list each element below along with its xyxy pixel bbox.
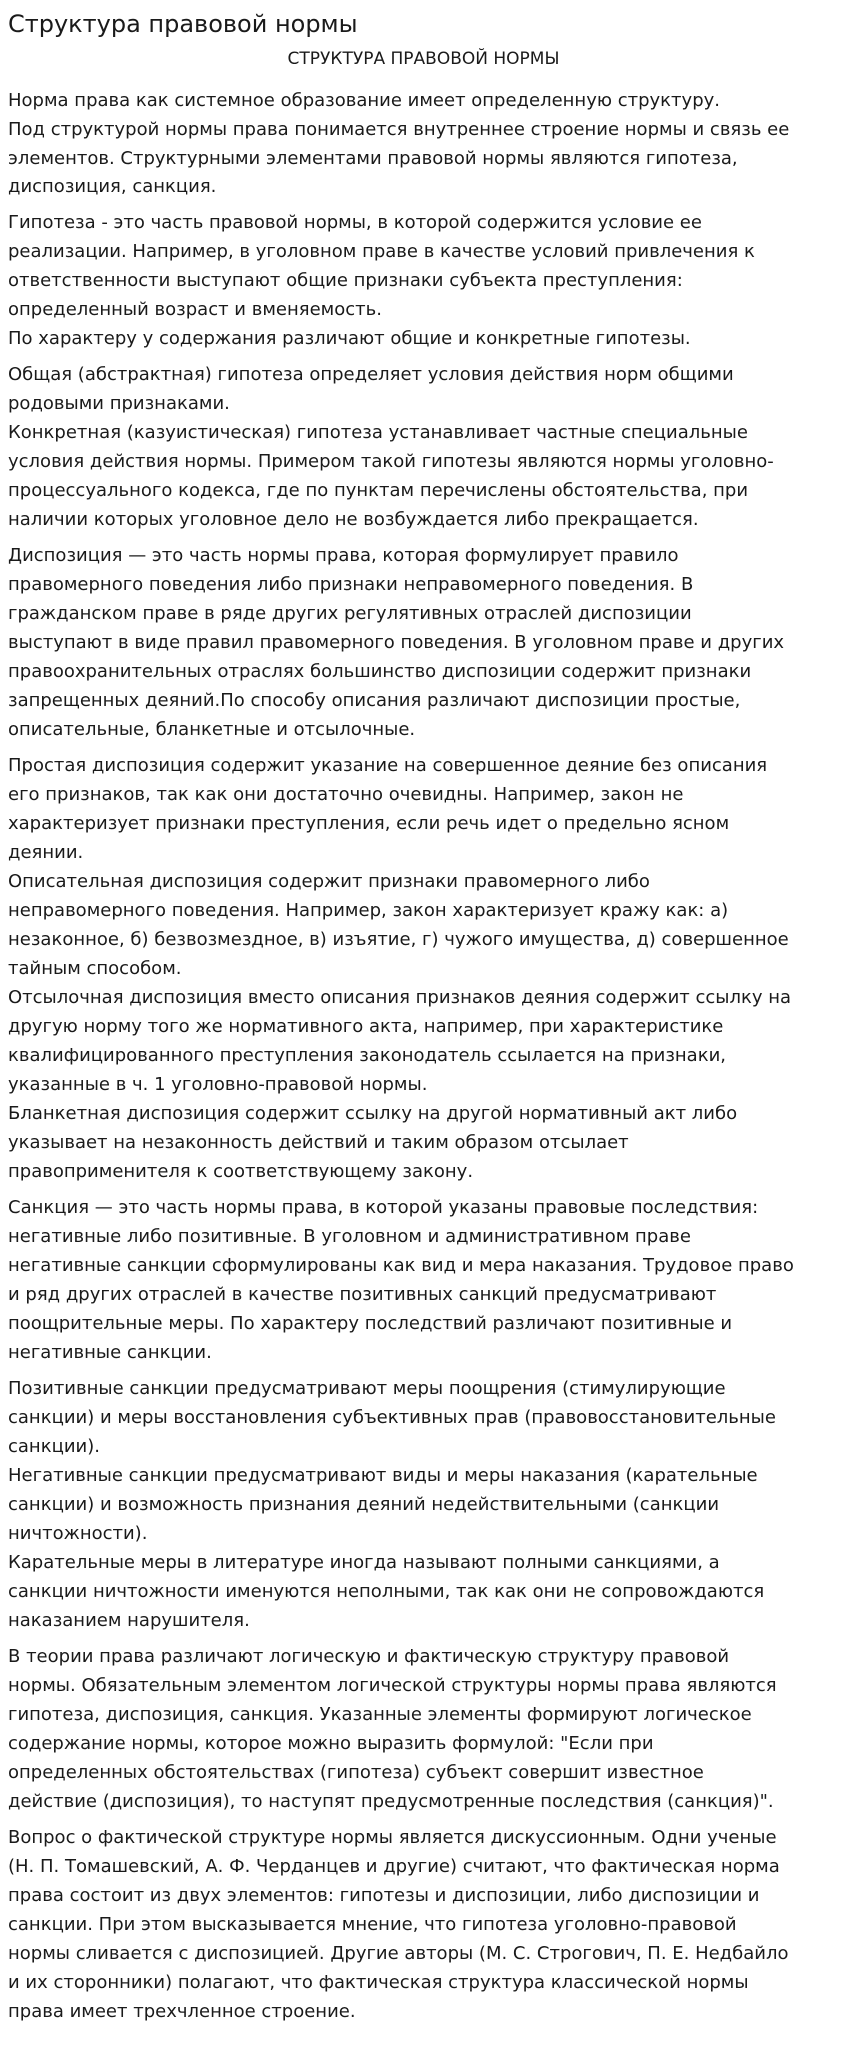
text-line: санкции ничтожности именуются неполными, так как они не сопровождаются	[8, 1581, 765, 1602]
text-line: нормы сливается с диспозицией. Другие авторы (М. С. Строгович, П. Е. Недбайло	[8, 1943, 789, 1964]
text-line: процессуального кодекса, где по пунктам перечислены обстоятельства, при	[8, 480, 749, 501]
text-line: Негативные санкции предусматривают виды и меры наказания (карательные	[8, 1465, 758, 1486]
text-line: тайным способом.	[8, 958, 182, 979]
text-line: Простая диспозиция содержит указание на совершенное деяние без описания	[8, 755, 768, 776]
text-line: действие (диспозиция), то наступят предусмотренные последствия (санкция)".	[8, 1791, 774, 1812]
text-line: указывает на незаконность действий и таким образом отсылает	[8, 1132, 629, 1153]
text-line: характеризует признаки преступления, если речь идет о предельно ясном	[8, 813, 730, 834]
document-heading: СТРУКТУРА ПРАВОВОЙ НОРМЫ	[287, 49, 560, 69]
text-line: определенный возраст и вменяемость.	[8, 299, 382, 320]
text-line: запрещенных деяний.По способу описания различают диспозиции простые,	[8, 690, 741, 711]
text-line: и их сторонники) полагают, что фактическая структура классической нормы	[8, 1972, 749, 1993]
text-line: правоприменителя к соответствующему закону.	[8, 1161, 474, 1182]
text-line: поощрительные меры. По характеру последствий различают позитивные и	[8, 1313, 733, 1334]
text-line: указанные в ч. 1 уголовно-правовой нормы.	[8, 1074, 428, 1095]
text-line: Позитивные санкции предусматривают меры поощрения (стимулирующие	[8, 1378, 726, 1399]
text-line: диспозиция, санкция.	[8, 176, 217, 197]
text-line: Описательная диспозиция содержит признаки правомерного либо	[8, 871, 650, 892]
text-line: и ряд других отраслей в качестве позитивных санкций предусматривают	[8, 1284, 717, 1305]
text-line: правомерного поведения либо признаки неправомерного поведения. В	[8, 574, 694, 595]
text-line: незаконное, б) безвозмездное, в) изъятие, г) чужого имущества, д) совершенное	[8, 929, 789, 950]
text-line: Норма права как системное образование имеет определенную структуру.	[8, 90, 720, 111]
text-line: негативные санкции.	[8, 1342, 212, 1363]
text-line: В теории права различают логическую и фактическую структуру правовой	[8, 1646, 730, 1667]
text-line: права состоит из двух элементов: гипотезы и диспозиции, либо диспозиции и	[8, 1885, 760, 1906]
text-line: Карательные меры в литературе иногда называют полными санкциями, а	[8, 1552, 720, 1573]
text-line: Гипотеза - это часть правовой нормы, в которой содержится условие ее	[8, 212, 702, 233]
text-line: условия действия нормы. Примером такой гипотезы являются нормы уголовно-	[8, 451, 774, 472]
text-line: санкции).	[8, 1436, 100, 1457]
text-line: негативные либо позитивные. В уголовном и административном праве	[8, 1226, 691, 1247]
text-line: Диспозиция — это часть нормы права, которая формулирует правило	[8, 545, 679, 566]
text-line: ничтожности).	[8, 1523, 148, 1544]
text-line: ответственности выступают общие признаки субъекта преступления:	[8, 270, 683, 291]
text-line: элементов. Структурными элементами правовой нормы являются гипотеза,	[8, 148, 738, 169]
text-line: Общая (абстрактная) гипотеза определяет условия действия норм общими	[8, 364, 734, 385]
text-line: определенных обстоятельствах (гипотеза) субъект совершит известное	[8, 1762, 704, 1783]
text-line: описательные, бланкетные и отсылочные.	[8, 719, 416, 740]
text-line: нормы. Обязательным элементом логической структуры нормы права являются	[8, 1675, 777, 1696]
text-line: (Н. П. Томашевский, А. Ф. Черданцев и другие) считают, что фактическая норма	[8, 1856, 780, 1877]
text-line: санкции. При этом высказывается мнение, что гипотеза уголовно-правовой	[8, 1914, 737, 1935]
text-line: неправомерного поведения. Например, закон характеризует кражу как: а)	[8, 900, 729, 921]
text-line: правоохранительных отраслях большинство диспозиции содержит признаки	[8, 661, 752, 682]
text-line: По характеру у содержания различают общие и конкретные гипотезы.	[8, 328, 691, 349]
text-line: деянии.	[8, 842, 84, 863]
text-line: наказанием нарушителя.	[8, 1610, 250, 1631]
text-line: права имеет трехчленное строение.	[8, 2001, 356, 2022]
text-line: реализации. Например, в уголовном праве в качестве условий привлечения к	[8, 241, 755, 262]
page-title: Структура правовой нормы	[8, 10, 358, 38]
text-line: санкции) и меры восстановления субъективных прав (правовосстановительные	[8, 1407, 776, 1428]
text-line: Под структурой нормы права понимается внутреннее строение нормы и связь ее	[8, 119, 790, 140]
text-line: гипотеза, диспозиция, санкция. Указанные элементы формируют логическое	[8, 1704, 752, 1725]
text-line: родовыми признаками.	[8, 393, 230, 414]
text-line: санкции) и возможность признания деяний недействительными (санкции	[8, 1494, 720, 1515]
text-line: Отсылочная диспозиция вместо описания признаков деяния содержит ссылку на	[8, 987, 792, 1008]
text-line: Бланкетная диспозиция содержит ссылку на другой нормативный акт либо	[8, 1103, 738, 1124]
text-line: содержание нормы, которое можно выразить формулой: "Если при	[8, 1733, 654, 1754]
text-line: другую норму того же нормативного акта, например, при характеристике	[8, 1016, 724, 1037]
text-line: выступают в виде правил правомерного поведения. В уголовном праве и других	[8, 632, 785, 653]
text-line: гражданском праве в ряде других регулятивных отраслей диспозиции	[8, 603, 692, 624]
text-line: негативные санкции сформулированы как вид и мера наказания. Трудовое право	[8, 1255, 794, 1276]
text-line: квалифицированного преступления законодатель ссылается на признаки,	[8, 1045, 726, 1066]
text-line: его признаков, так как они достаточно очевидны. Например, закон не	[8, 784, 684, 805]
text-line: Вопрос о фактической структуре нормы является дискуссионным. Одни ученые	[8, 1827, 777, 1848]
text-line: наличии которых уголовное дело не возбуждается либо прекращается.	[8, 509, 699, 530]
text-line: Санкция — это часть нормы права, в которой указаны правовые последствия:	[8, 1197, 759, 1218]
text-line: Конкретная (казуистическая) гипотеза устанавливает частные специальные	[8, 422, 748, 443]
